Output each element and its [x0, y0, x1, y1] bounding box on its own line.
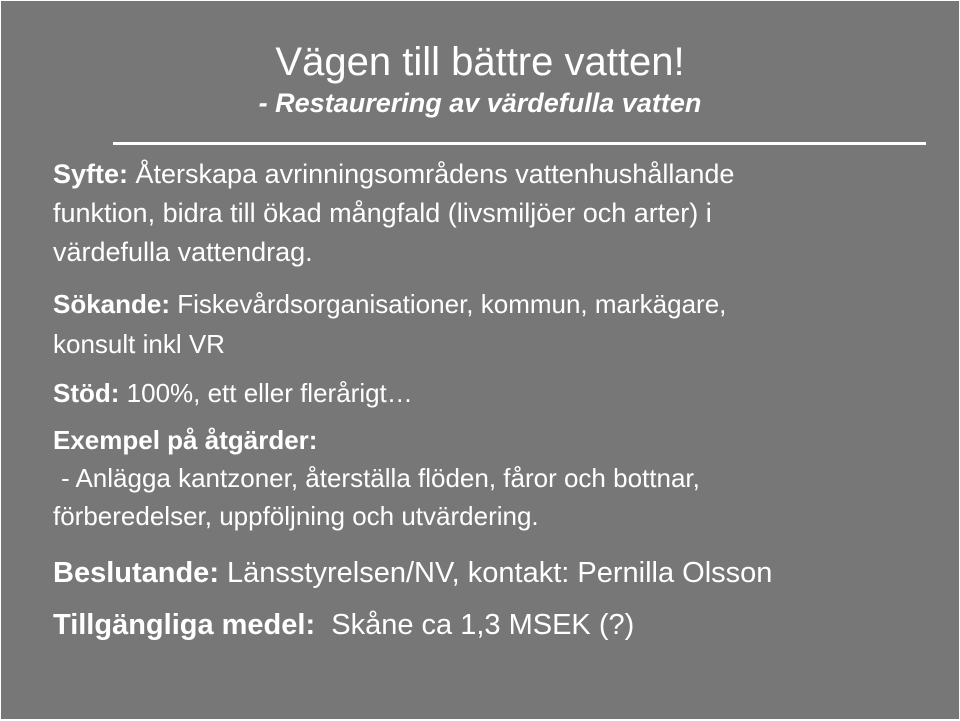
funds-label: Tillgängliga medel:	[53, 609, 316, 641]
decision-text: Länsstyrelsen/NV, kontakt: Pernilla Olsson	[218, 557, 773, 589]
decision-label: Beslutande:	[53, 557, 219, 589]
slide-body	[53, 155, 933, 645]
purpose-text-1: Återskapa avrinningsområdens vattenhushållande	[128, 159, 735, 189]
funds-paragraph	[53, 605, 933, 645]
support-paragraph	[53, 373, 933, 413]
purpose-label: Syfte:	[53, 159, 129, 189]
slide-title: Vägen till bättre vatten!	[275, 40, 685, 84]
decision-paragraph	[53, 553, 933, 593]
applicants-label: Sökande:	[53, 289, 171, 319]
title-divider	[113, 142, 926, 145]
applicants-text-2: konsult inkl VR	[53, 329, 225, 359]
examples-label: Exempel på åtgärder:	[53, 425, 318, 455]
support-text: 100%, ett eller flerårigt…	[119, 378, 413, 408]
applicants-paragraph	[53, 284, 933, 364]
applicants-text-1: Fiskevårdsorganisationer, kommun, markägare,	[170, 289, 727, 319]
examples-paragraph	[53, 421, 933, 535]
purpose-text-2: funktion, bidra till ökad mångfald (livsmiljöer och arter) i	[53, 198, 712, 228]
examples-text-1: - Anlägga kantzoner, återställa flöden, fåror och bottnar,	[61, 463, 700, 493]
purpose-text-3: värdefulla vattendrag.	[53, 237, 313, 267]
funds-text: Skåne ca 1,3 MSEK (?)	[315, 609, 635, 641]
examples-text-2: förberedelser, uppföljning och utvärdering.	[53, 501, 539, 531]
support-label: Stöd:	[53, 378, 120, 408]
purpose-line-1	[53, 155, 933, 194]
purpose-paragraph	[53, 155, 933, 272]
applicants-line-1	[53, 284, 933, 324]
slide-subtitle: - Restaurering av värdefulla vatten	[258, 88, 702, 118]
slide	[1, 1, 959, 719]
